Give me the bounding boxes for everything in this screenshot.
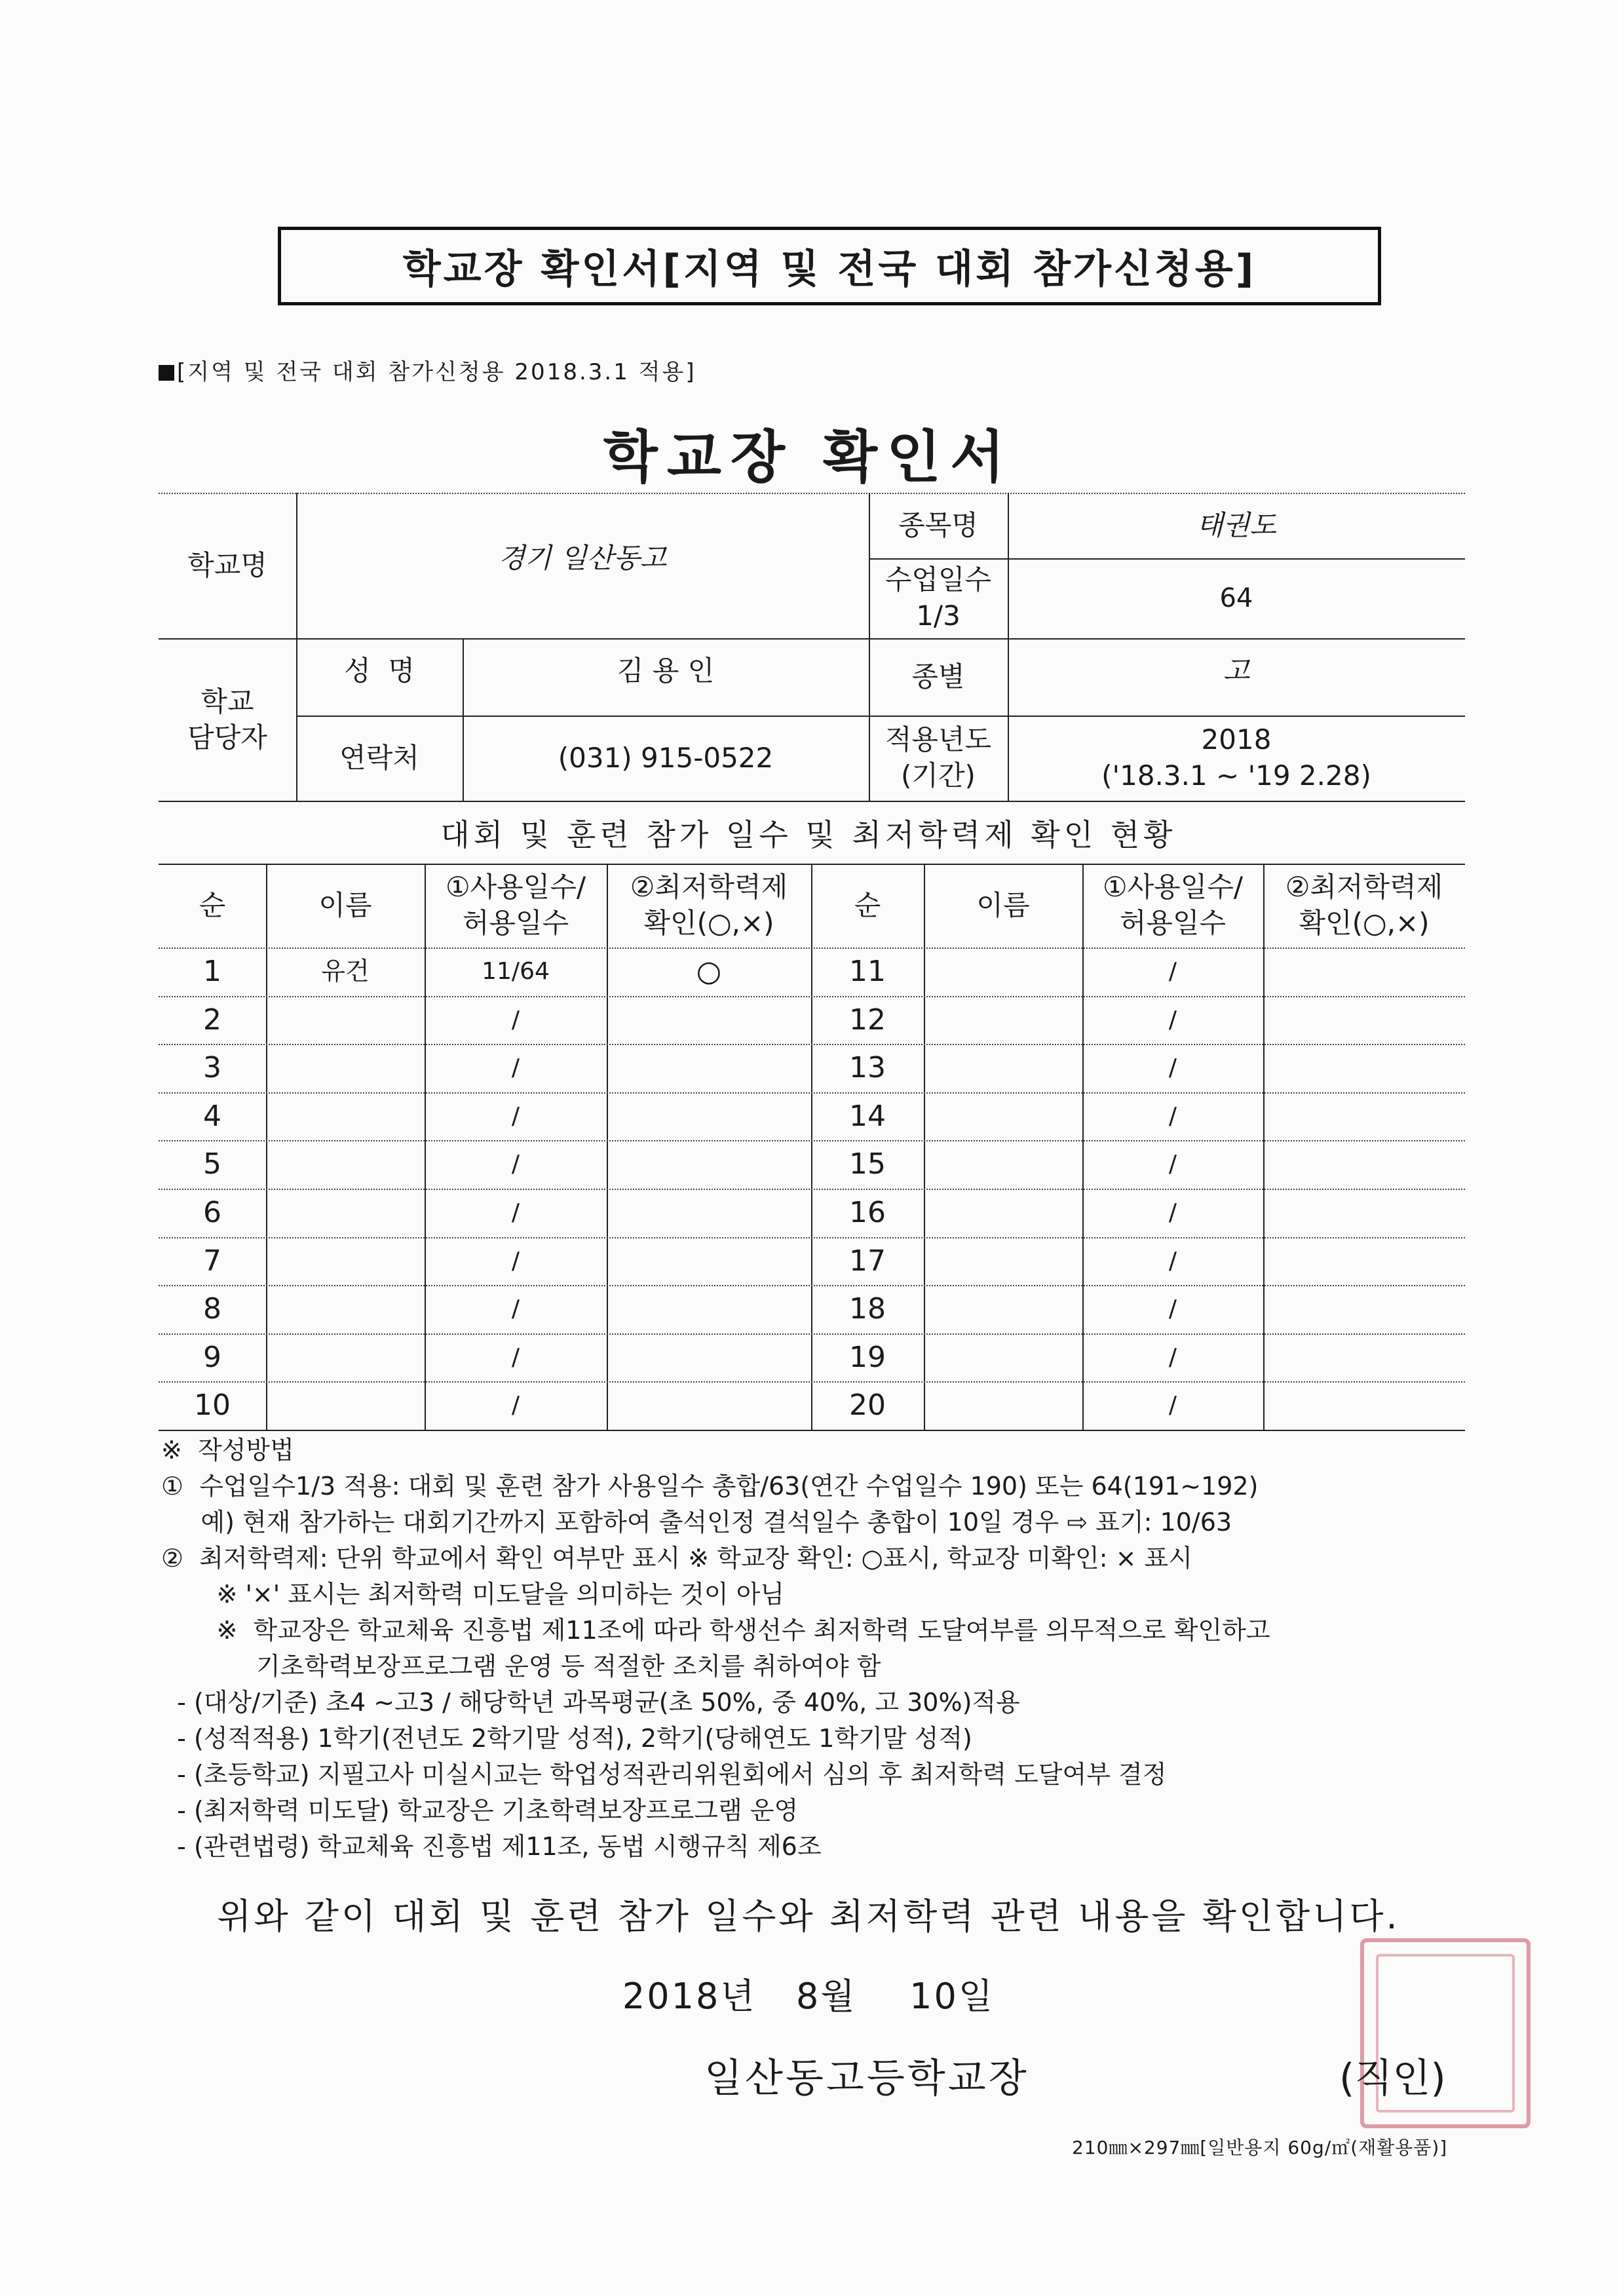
row-name-cell [266, 1189, 425, 1237]
row-check-cell [607, 1333, 811, 1382]
header-min-academic-right [1263, 864, 1465, 947]
header-used-days-line2: 허용일수 [462, 907, 569, 939]
row-check-cell [1263, 1140, 1465, 1189]
header-used-days [425, 864, 607, 947]
header-min-academic [607, 864, 811, 947]
row-days-cell: / [511, 1198, 520, 1226]
class-days-label-line2: 1/3 [916, 600, 961, 632]
form-subheading [159, 354, 696, 386]
row-no-cell: 6 [203, 1196, 221, 1230]
header-min-academic-line2: 확인(○,×) [643, 907, 774, 939]
row-no-cell: 4 [203, 1100, 221, 1134]
document-title-box-text: 학교장 확인서[지역 및 전국 대회 참가신청용] [402, 246, 1257, 292]
row-no-cell: 17 [849, 1244, 886, 1278]
row-days-cell: / [511, 1054, 520, 1081]
row-days-cell: / [511, 1150, 520, 1177]
instruction-line: - (대상/기준) 초4 ~고3 / 해당학년 과목평균(초 50%, 중 40%, 고 30%)적용 [161, 1688, 1020, 1717]
header-name-right: 이름 [976, 889, 1030, 921]
school-name-value: 경기 일산동고 [498, 541, 667, 574]
row-name-cell [924, 1189, 1082, 1237]
apply-year-value-line1: 2018 [1201, 723, 1272, 756]
row-days-cell: / [1168, 1247, 1177, 1274]
row-name-cell [924, 1092, 1082, 1141]
row-name-cell [924, 1237, 1082, 1286]
row-days-cell: / [511, 1391, 520, 1419]
apply-year-label [869, 716, 1008, 801]
form-subheading-text: [지역 및 전국 대회 참가신청용 2018.3.1 적용] [177, 359, 696, 385]
row-days-cell: / [1168, 1150, 1177, 1177]
instruction-line: ※ '×' 표시는 최저학력 미도달을 의미하는 것이 아님 [161, 1580, 785, 1609]
category-label: 종별 [911, 660, 965, 693]
contact-person-label-line1: 학교 [200, 685, 254, 718]
row-no-cell: 20 [849, 1388, 886, 1423]
row-check-cell [1263, 947, 1465, 996]
instruction-line: - (성적적용) 1학기(전년도 2학기말 성적), 2학기(당해연도 1학기말 성적) [161, 1724, 972, 1753]
row-name-cell [266, 1333, 425, 1382]
row-days-cell: / [1168, 957, 1177, 985]
header-no-right: 순 [854, 889, 881, 921]
row-no-cell: 19 [849, 1341, 886, 1375]
category-value: 고 [1223, 654, 1250, 687]
row-no-cell: 13 [849, 1051, 886, 1085]
row-check-cell [1263, 1333, 1465, 1382]
paper-spec-footer: 210㎜×297㎜[일반용지 60g/㎡(재활용품)] [1072, 2137, 1448, 2158]
sport-value: 태권도 [1196, 508, 1276, 541]
row-no-cell: 11 [849, 955, 886, 989]
row-no-cell: 15 [849, 1147, 886, 1181]
row-name-cell [266, 1140, 425, 1189]
phone-value: (031) 915-0522 [558, 741, 774, 774]
apply-year-period: ('18.3.1 ~ '19 2.28) [1101, 759, 1371, 792]
header-used-days-right-line1: ①사용일수/ [1102, 871, 1244, 904]
row-check-cell [607, 1285, 811, 1333]
instruction-line: 기초학력보장프로그램 운영 등 적절한 조치를 취하여야 함 [161, 1652, 881, 1681]
school-name-label: 학교명 [187, 548, 267, 581]
header-used-days-right-line2: 허용일수 [1119, 907, 1227, 939]
instruction-line: - (관련법령) 학교체육 진흥법 제11조, 동법 시행규칙 제6조 [161, 1832, 822, 1861]
header-min-academic-right-line2: 확인(○,×) [1299, 907, 1430, 939]
participation-table [159, 864, 1465, 1431]
row-name-cell [924, 947, 1082, 996]
row-check-cell [1263, 1092, 1465, 1141]
class-days-value: 64 [1219, 583, 1253, 613]
row-no-cell: 16 [849, 1196, 886, 1230]
row-no-cell: 3 [203, 1051, 221, 1085]
row-name-cell [266, 1285, 425, 1333]
info-table [159, 493, 1465, 802]
row-check-cell [607, 1189, 811, 1237]
contact-person-label-line2: 담당자 [187, 721, 267, 754]
square-bullet-icon [159, 365, 174, 381]
row-check-cell [1263, 1237, 1465, 1286]
row-check-cell [607, 1237, 811, 1286]
row-name-cell [924, 1333, 1082, 1382]
instruction-line: 예) 현재 참가하는 대회기간까지 포함하여 출석인정 결석일수 총합이 10일 경우 ⇨ 표기: 10/63 [161, 1508, 1232, 1537]
row-name-cell [266, 996, 425, 1044]
row-check-cell [1263, 1189, 1465, 1237]
row-name-cell [266, 1381, 425, 1430]
seal-label: (직인) [1339, 2056, 1446, 2101]
row-check-cell [607, 1140, 811, 1189]
row-no-cell: 9 [203, 1341, 221, 1375]
row-check-cell [1263, 996, 1465, 1044]
row-check-cell [607, 996, 811, 1044]
row-name-cell [266, 1092, 425, 1141]
instruction-line: ※ 학교장은 학교체육 진흥법 제11조에 따라 학생선수 최저학력 도달여부를 의무적으로 확인하고 [161, 1616, 1270, 1645]
row-no-cell: 14 [849, 1100, 886, 1134]
phone-label: 연락처 [339, 741, 419, 774]
document-title: 학교장 확인서 [603, 425, 1014, 490]
row-check-cell [607, 1044, 811, 1092]
row-no-cell: 18 [849, 1292, 886, 1326]
document-title-box [278, 227, 1381, 305]
row-days-cell: / [511, 1295, 520, 1322]
apply-year-label-line2: (기간) [901, 759, 976, 792]
row-name-cell [266, 1044, 425, 1092]
row-check-cell: ○ [696, 955, 722, 989]
row-check-cell [1263, 1044, 1465, 1092]
row-days-cell: / [1168, 1343, 1177, 1371]
row-no-cell: 1 [203, 955, 221, 989]
row-no-cell: 2 [203, 1003, 221, 1037]
row-no-cell: 7 [203, 1244, 221, 1278]
row-days-cell: / [511, 1247, 520, 1274]
instruction-line: - (초등학교) 지필고사 미실시교는 학업성적관리위원회에서 심의 후 최저학력 도달여부 결정 [161, 1760, 1167, 1789]
apply-year-value [1008, 716, 1465, 801]
principal-name: 일산동고등학교장 [704, 2056, 1029, 2101]
row-days-cell: / [511, 1102, 520, 1130]
section-title: 대회 및 훈련 참가 일수 및 최저학력제 확인 현황 [440, 817, 1177, 852]
instruction-line: ① 수업일수1/3 적용: 대회 및 훈련 참가 사용일수 총합/63(연간 수업일수 190) 또는 64(191~192) [161, 1472, 1259, 1501]
row-days-cell: / [1168, 1295, 1177, 1322]
row-check-cell [607, 1092, 811, 1141]
name-label: 성 명 [344, 654, 415, 687]
name-value: 김 용 인 [617, 654, 715, 687]
row-check-cell [607, 1381, 811, 1430]
row-no-cell: 12 [849, 1003, 886, 1037]
row-no-cell: 8 [203, 1292, 221, 1326]
row-name-cell [924, 1381, 1082, 1430]
contact-person-label [159, 638, 296, 802]
row-days-cell: / [1168, 1198, 1177, 1226]
row-check-cell [1263, 1381, 1465, 1430]
class-days-label [869, 558, 1008, 638]
row-check-cell [1263, 1285, 1465, 1333]
confirmation-date: 2018년 8월 10일 [622, 1976, 995, 2017]
row-days-cell: / [511, 1343, 520, 1371]
header-name: 이름 [318, 889, 372, 921]
writing-instructions [161, 1432, 1270, 1865]
instruction-line: ※ 작성방법 [161, 1436, 294, 1464]
row-name-cell [266, 1237, 425, 1286]
apply-year-label-line1: 적용년도 [885, 723, 992, 756]
instruction-line: ② 최저학력제: 단위 학교에서 확인 여부만 표시 ※ 학교장 확인: ○표시, 학교장 미확인: × 표시 [161, 1544, 1192, 1573]
row-name-cell [924, 1044, 1082, 1092]
row-days-cell: / [1168, 1102, 1177, 1130]
header-used-days-line1: ①사용일수/ [445, 871, 586, 904]
instruction-line: - (최저학력 미도달) 학교장은 기초학력보장프로그램 운영 [161, 1796, 799, 1825]
header-no: 순 [199, 889, 226, 921]
row-days-cell: / [511, 1006, 520, 1033]
header-min-academic-right-line1: ②최저학력제 [1285, 871, 1443, 904]
row-no-cell: 5 [203, 1147, 221, 1181]
confirmation-statement: 위와 같이 대회 및 훈련 참가 일수와 최저학력 관련 내용을 확인합니다. [217, 1896, 1400, 1937]
row-days-cell: / [1168, 1391, 1177, 1419]
row-name-cell [924, 1140, 1082, 1189]
row-name-cell [924, 1285, 1082, 1333]
header-min-academic-line1: ②최저학력제 [630, 871, 788, 904]
row-name-cell [924, 996, 1082, 1044]
row-days-cell: 11/64 [482, 957, 550, 985]
row-days-cell: / [1168, 1006, 1177, 1033]
header-used-days-right [1082, 864, 1263, 947]
row-days-cell: / [1168, 1054, 1177, 1081]
row-name-cell: 유건 [321, 957, 370, 986]
class-days-label-line1: 수업일수 [885, 564, 992, 596]
row-no-cell: 10 [194, 1388, 231, 1423]
sport-label: 종목명 [898, 508, 978, 541]
